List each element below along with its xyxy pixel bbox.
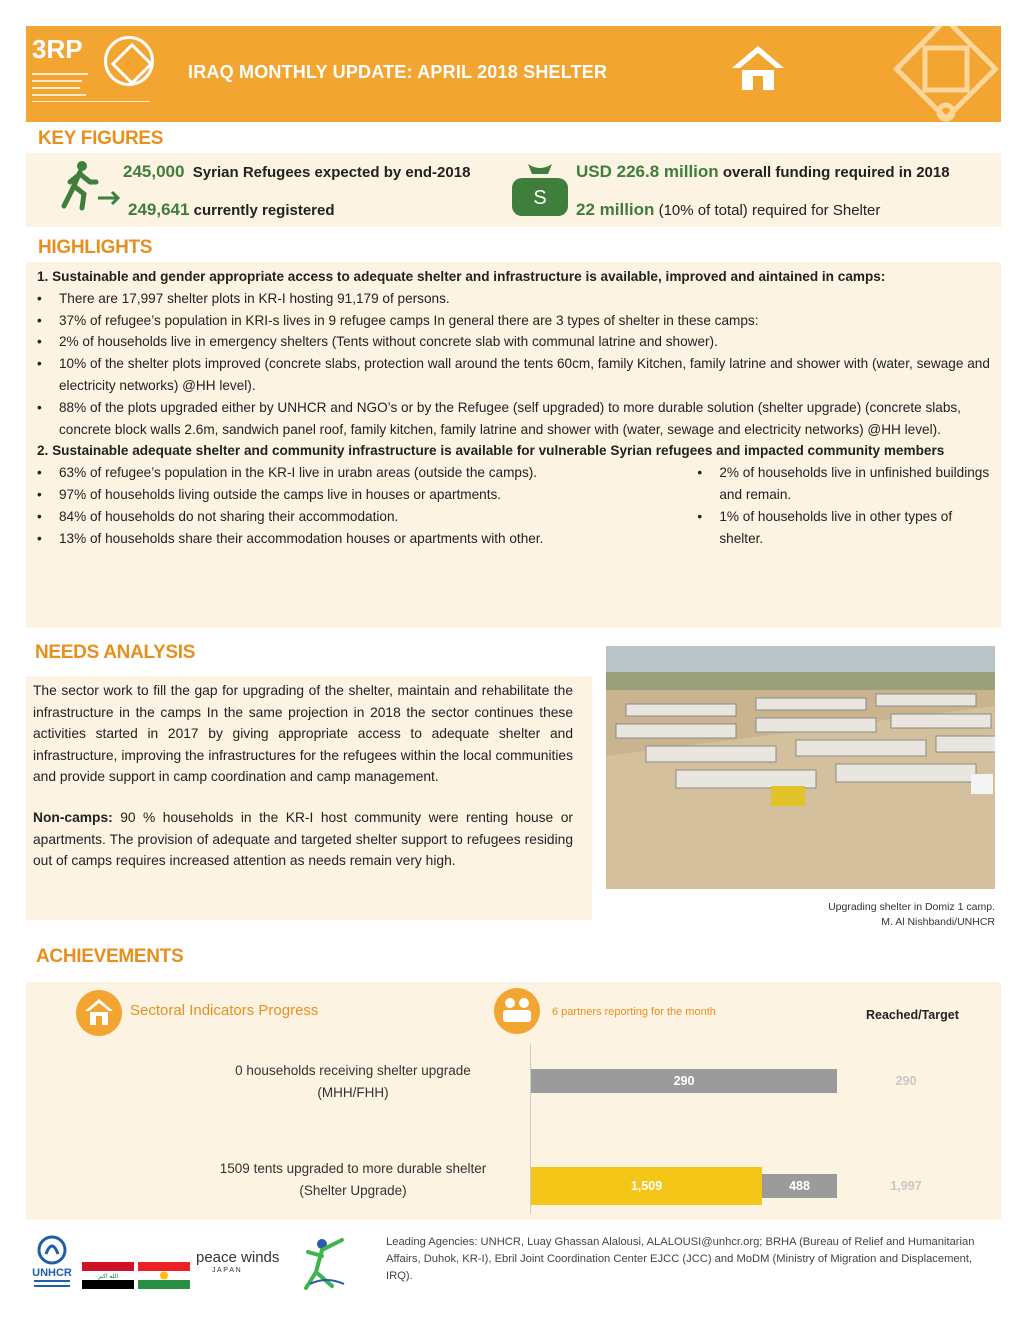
svg-text:S: S — [533, 187, 547, 209]
indicator-label-line: 1509 tents upgraded to more durable shelter — [219, 1161, 487, 1176]
list-item: • 1% of households live in other types of shelter. — [697, 506, 992, 550]
partner-figure-logo-icon — [306, 1239, 344, 1288]
list-item: • 37% of refugee’s population in KRI-s lives in 9 refugee camps In general there are 3 types of shelter in these camps: — [37, 310, 992, 332]
3rp-logo: 3RP — [32, 34, 83, 64]
camp-aerial-photo — [606, 646, 995, 889]
unhcr-logo-icon — [32, 1237, 72, 1287]
partner-logos — [26, 1232, 366, 1296]
svg-text:الله اكبر: الله اكبر — [97, 1274, 119, 1280]
sectoral-indicators-label: Sectoral Indicators Progress — [130, 1002, 319, 1019]
money-bag-icon — [510, 158, 570, 218]
indicators-house-icon — [76, 990, 122, 1036]
remaining-bar: 488 — [762, 1174, 837, 1198]
partners-reporting-label: 6 partners reporting for the month — [552, 1006, 716, 1018]
partner-logos-graphic — [26, 1232, 366, 1296]
decorative-emblem-icon — [891, 26, 1001, 122]
registered-label: currently registered — [193, 202, 335, 219]
highlight-list-1 — [37, 288, 992, 441]
indicator-label — [190, 1158, 516, 1202]
funding-label: overall funding required in 2018 — [722, 164, 950, 181]
registered-number: 249,641 — [128, 200, 190, 219]
header-banner — [26, 26, 1001, 122]
list-item: • There are 17,997 shelter plots in KR-I hosting 91,179 of persons. — [37, 288, 992, 310]
list-item: • 2% of households live in unfinished buildings and remain. — [697, 462, 992, 506]
shelter-funding-label: (10% of total) required for Shelter — [658, 202, 881, 219]
reached-bar: 1,509 — [531, 1167, 762, 1205]
indicator-label-line: 0 households receiving shelter upgrade — [235, 1063, 471, 1078]
iraq-flag-icon — [82, 1262, 134, 1289]
reached-bar: 290 — [531, 1069, 837, 1093]
highlights-content — [37, 266, 992, 549]
peace-winds-logo — [196, 1249, 279, 1274]
key-figures-title: KEY FIGURES — [38, 128, 164, 149]
indicator-label-line: (MHH/FHH) — [317, 1085, 389, 1100]
photo-caption — [606, 900, 995, 930]
registered-refugees-figure — [128, 200, 335, 220]
caption-line-1: Upgrading shelter in Domiz 1 camp. — [828, 901, 995, 913]
unhcr-wordmark: UNHCR — [32, 1267, 72, 1279]
list-item: • 84% of households do not sharing their accommodation. — [37, 506, 675, 528]
highlight-heading-1: 1. Sustainable and gender appropriate access to adequate shelter and infrastructure is available, improved and aintained in camps: — [37, 269, 886, 284]
list-item: • 13% of households share their accommodation houses or apartments with other. — [37, 528, 675, 550]
reached-target-header: Reached/Target — [866, 1008, 959, 1022]
partners-people-icon — [494, 988, 540, 1034]
indicator-label — [190, 1060, 516, 1104]
3rp-emblem-icon — [104, 36, 154, 86]
non-camps-text: 90 % households in the KR-I host community were renting house or apartments. The provision of adequate and targeted shelter support to refugees residing out of camps requires increased attention as needs remain very high. — [33, 809, 573, 869]
list-item: • 63% of refugee’s population in the KR-I live in urabn areas (outside the camps). — [37, 462, 675, 484]
needs-paragraph-2 — [33, 807, 573, 872]
peace-winds-sub: J A P A N — [212, 1267, 241, 1274]
highlight-heading-2: 2. Sustainable adequate shelter and community infrastructure is available for vulnerable Syrian refugees and impacted community members — [37, 443, 945, 459]
needs-analysis-text — [33, 680, 573, 891]
kurdistan-flag-icon — [138, 1262, 190, 1289]
list-item: • 97% of households living outside the camps live in houses or apartments. — [37, 484, 675, 506]
needs-analysis-title: NEEDS ANALYSIS — [35, 642, 196, 663]
list-item: • 10% of the shelter plots improved (concrete slabs, protection wall around the tents 60cm, family Kitchen, family latrine and shower with (water, sewage and electricity networks) @HH level). — [37, 353, 992, 397]
highlights-title: HIGHLIGHTS — [38, 237, 153, 258]
target-value: 1,997 — [890, 1179, 922, 1193]
list-item: • 2% of households live in emergency shelters (Tents without concrete slab with communal latrine and shower). — [37, 331, 992, 353]
shelter-funding-number: 22 million — [576, 200, 655, 219]
peace-winds-wordmark: peace winds — [196, 1249, 280, 1266]
funding-figure — [576, 162, 950, 182]
highlight-list-2-left — [37, 462, 675, 549]
expected-refugees-figure — [123, 162, 470, 182]
expected-number: 245,000 — [123, 162, 185, 181]
shelter-house-icon — [730, 42, 786, 94]
highlight-list-2-right — [697, 462, 992, 549]
target-value: 290 — [895, 1074, 917, 1088]
funding-number: USD 226.8 million — [576, 162, 719, 181]
caption-line-2: M. Al Nishbandi/UNHCR — [881, 916, 995, 928]
list-item: • 88% of the plots upgraded either by UNHCR and NGO’s or by the Refugee (self upgraded) to more durable solution (shelter upgrade) (concrete slabs, concrete block walls 2.6m, sandwich panel roof, family kitchen, family latrine and shower with (water, sewage and electricity networks) @HH level). — [37, 397, 992, 441]
footer-leading-agencies: Leading Agencies: UNHCR, Luay Ghassan Alalousi, ALALOUSI@unhcr.org; BRHA (Bureau of Relief and Humanitarian Affairs, Duhok, KR-I), Ebril Joint Coordination Center EJCC (JCC) and MoDM (Ministry of Migration and Displacement, IRQ). — [386, 1236, 975, 1282]
achievements-title: ACHIEVEMENTS — [36, 946, 184, 967]
non-camps-label: Non-camps: — [33, 809, 113, 825]
indicator-label-line: (Shelter Upgrade) — [299, 1183, 407, 1198]
expected-label: Syrian Refugees expected by end-2018 — [192, 164, 471, 181]
shelter-funding-figure — [576, 200, 880, 220]
walking-person-icon — [60, 160, 122, 212]
needs-paragraph-1: The sector work to fill the gap for upgrading of the shelter, maintain and rehabilitate the infrastructure in the camps In the same projection in 2018 the sector continues these activities started in 2017 by giving appropriate access to adequate shelter and infrastructure, improving the infrastructures for the refugees within the local communities and provide support in camp coordination and camp management. — [33, 683, 573, 785]
page-title: IRAQ MONTHLY UPDATE: APRIL 2018 SHELTER — [188, 62, 608, 82]
